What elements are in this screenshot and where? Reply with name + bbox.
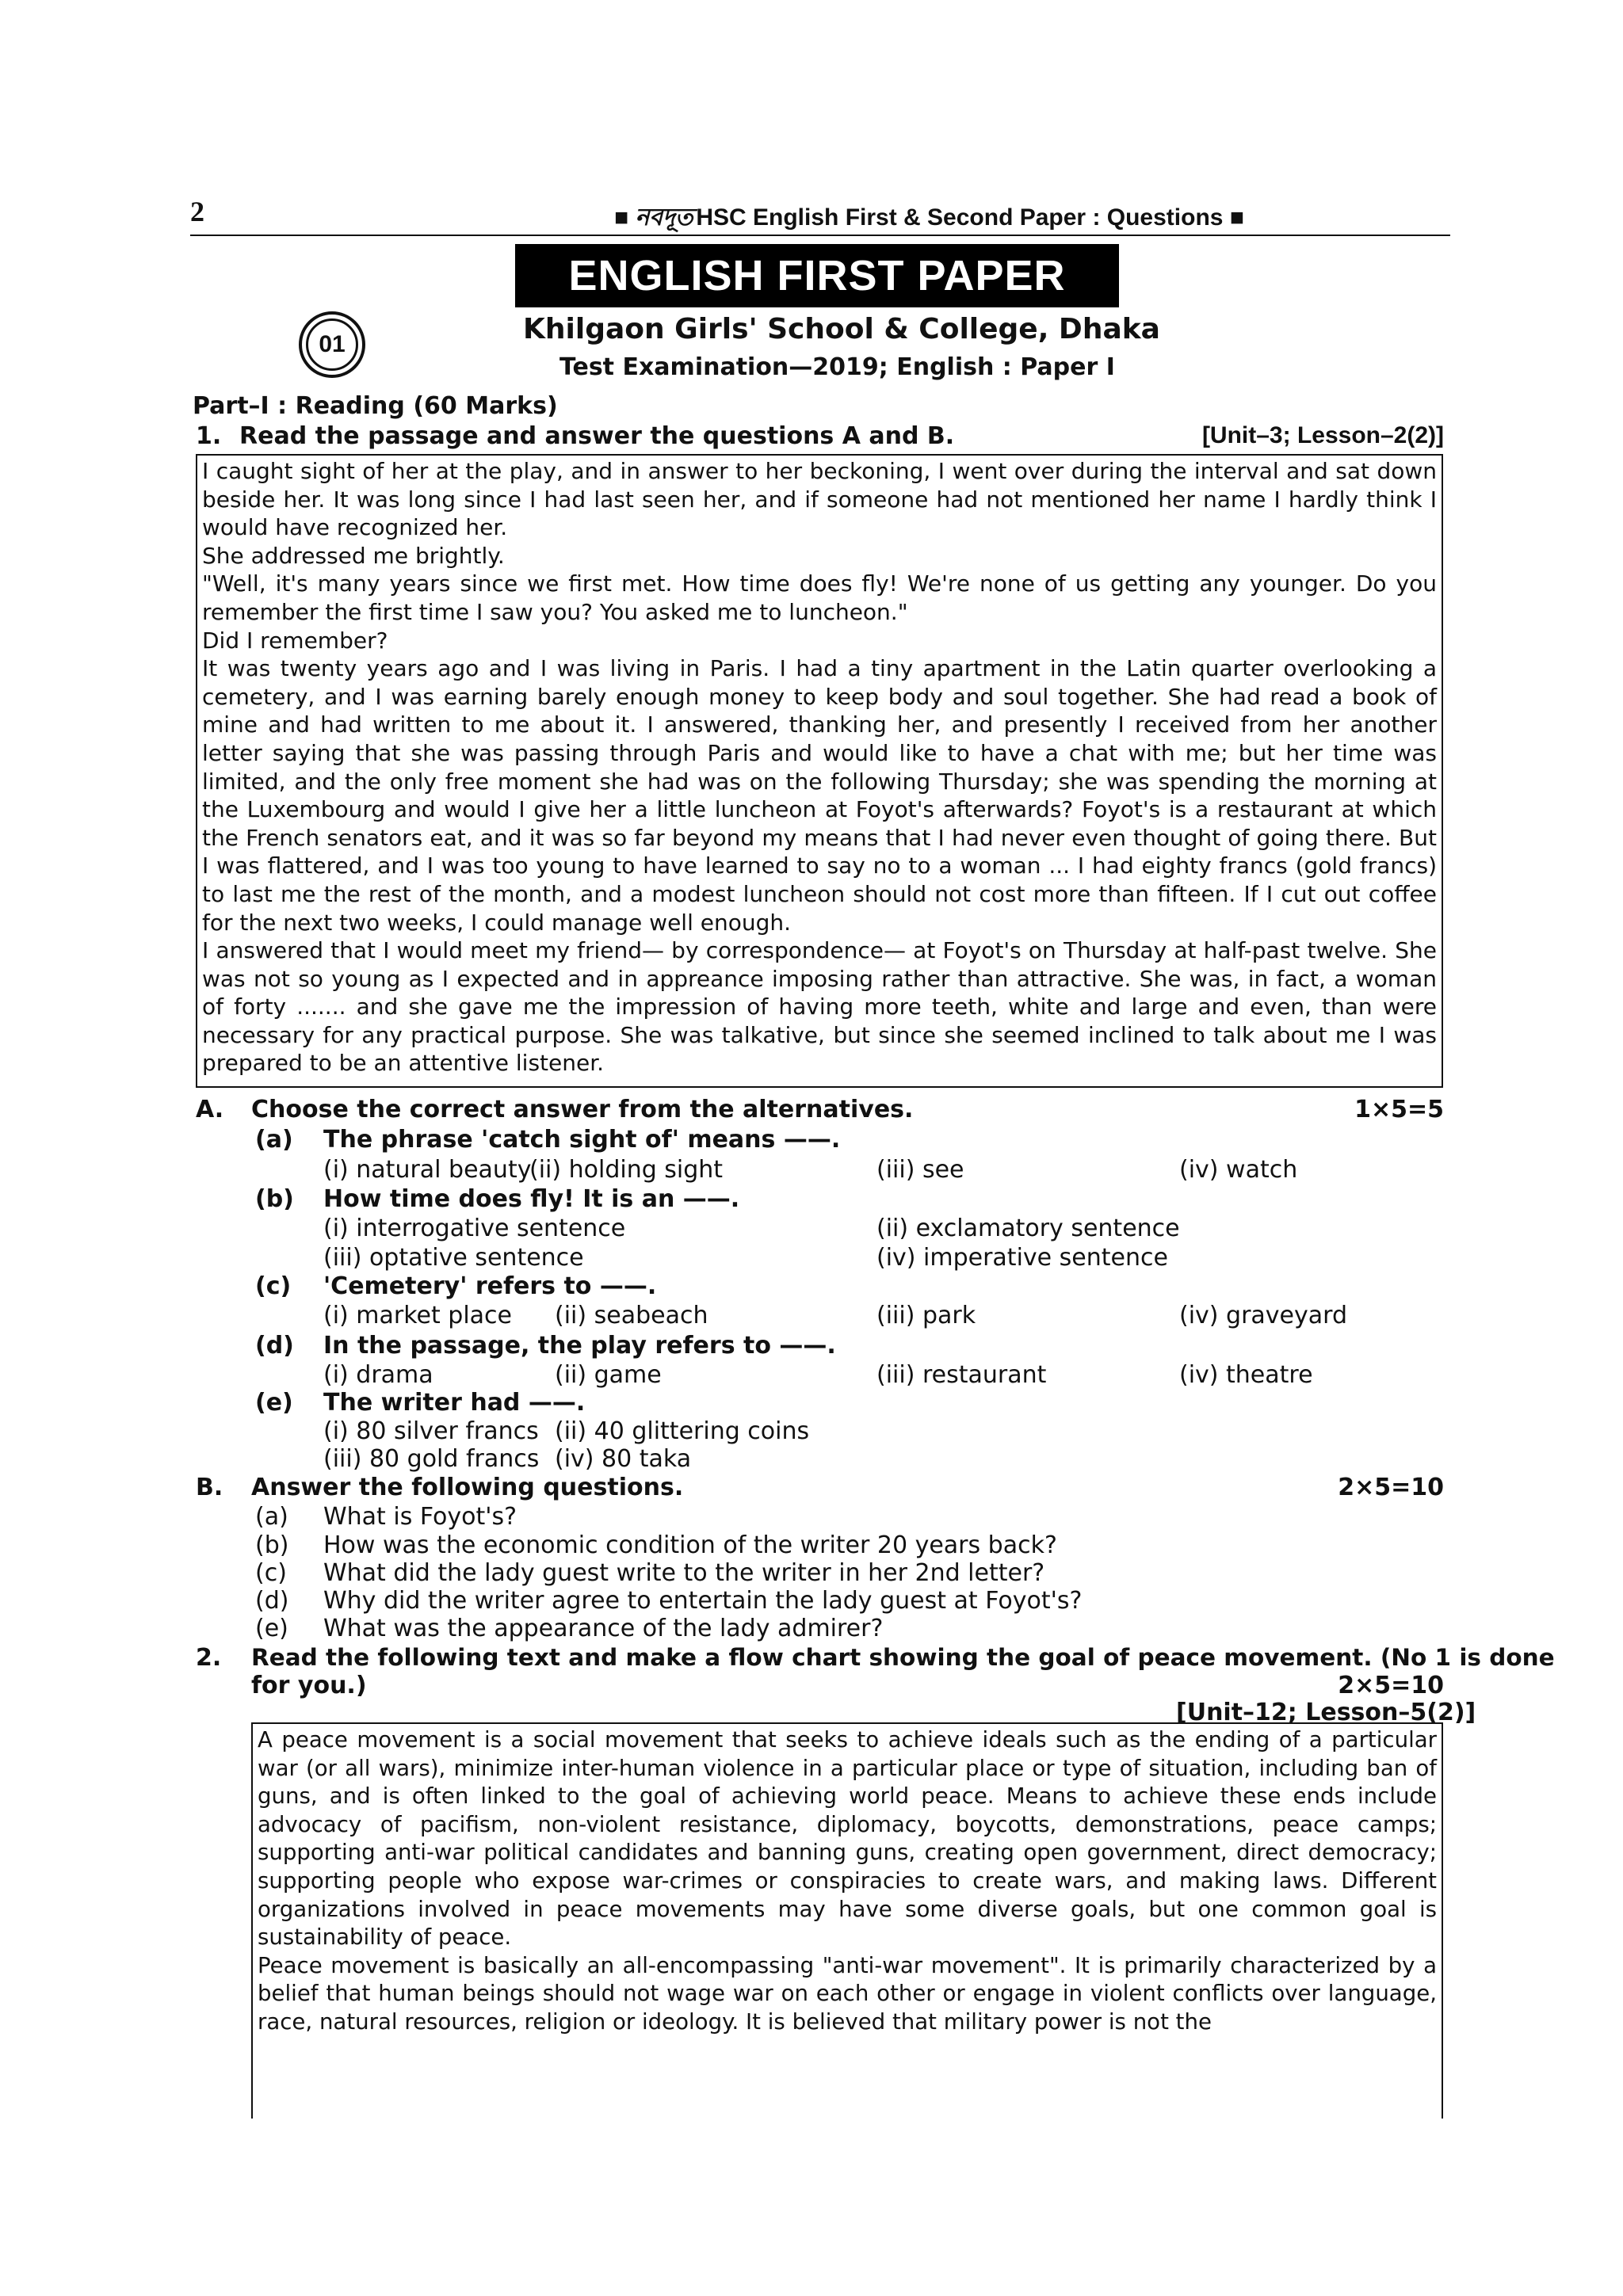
- mcq-option: (iii) restaurant: [876, 1361, 1047, 1389]
- mcq-option: (i) natural beauty: [323, 1156, 532, 1184]
- q1-instruction: Read the passage and answer the questions A and B.: [239, 422, 955, 450]
- test-number: 01: [319, 331, 346, 357]
- mcq-option: (i) 80 silver francs: [323, 1417, 539, 1445]
- mcq-option: (iv) 80 taka: [555, 1445, 692, 1473]
- header-title-block: ■ নবদূত HSC English First & Second Paper : Questions ■: [614, 204, 1244, 231]
- passage-paragraph: It was twenty years ago and I was living in Paris. I had a tiny apartment in the Latin quarter overlooking a cemetery, and I was earning barely enough money to keep body and soul together. She had read a book of mine and had written to me about it. I answered, thanking her, and presently I received from her another letter saying that she was passing through Paris and would like to have a chat with me; but her time was limited, and the only free moment she had was on the following Thursday; she was spending the morning at the Luxembourg and would I give her a little luncheon at Foyot's afterwards? Foyot's is a restaurant at which the French senators eat, and it was so far beyond my means that I had never even thought of going there. But I was flattered, and I was too young to have learned to say no to a woman ... I had eighty francs (gold francs) to last me the rest of the month, and a modest luncheon should not cost more than fifteen. If I cut out coffee for the next two weeks, I could manage well enough.: [202, 655, 1437, 936]
- short-question: What did the lady guest write to the writer in her 2nd letter?: [323, 1559, 1045, 1587]
- paper-banner: ENGLISH FIRST PAPER: [515, 244, 1119, 307]
- mcq-option: (iv) imperative sentence: [876, 1244, 1168, 1272]
- school-name: Khilgaon Girls' School & College, Dhaka: [523, 313, 1160, 345]
- passage-paragraph: I caught sight of her at the play, and in answer to her beckoning, I went over during the interval and sat down beside her. It was long since I had last seen her, and if someone had not mentioned her name I hardly think I would have recognized her.: [202, 458, 1437, 541]
- mcq-key: (b): [255, 1185, 294, 1213]
- q2-unit-ref: [Unit–12; Lesson–5(2)]: [1176, 1699, 1476, 1726]
- sq-key: (a): [255, 1503, 288, 1531]
- section-b-marks: 2×5=10: [1338, 1474, 1444, 1501]
- sq-key: (c): [255, 1559, 287, 1587]
- mcq-key: (d): [255, 1332, 294, 1360]
- section-a-label: A.: [196, 1096, 224, 1123]
- sq-key: (d): [255, 1587, 289, 1615]
- mcq-option: (iv) theatre: [1179, 1361, 1313, 1389]
- mcq-question: How time does fly! It is an ——.: [323, 1185, 740, 1213]
- sq-key: (e): [255, 1615, 288, 1642]
- running-header: [190, 195, 1450, 236]
- q1-number: 1.: [196, 422, 222, 450]
- short-question: What is Foyot's?: [323, 1503, 517, 1531]
- section-b-label: B.: [196, 1474, 223, 1501]
- q2-instruction: Read the following text and make a flow chart showing the goal of peace movement. (No 1 is done: [251, 1644, 1555, 1671]
- mcq-option: (iii) see: [876, 1156, 964, 1184]
- mcq-key: (a): [255, 1126, 293, 1154]
- passage-paragraph: She addressed me brightly.: [202, 542, 505, 569]
- mcq-option: (i) interrogative sentence: [323, 1215, 626, 1242]
- passage-box-1: [196, 454, 1443, 1088]
- q2-marks: 2×5=10: [1338, 1672, 1444, 1699]
- passage-paragraph: A peace movement is a social movement that seeks to achieve ideals such as the ending of a particular war (or all wars), minimize inter-human violence in a particular place or type of situation, including ban of guns, and is often linked to the goal of achieving world peace. Means to achieve these ends include advocacy of pacifism, non-violent resistance, diplomacy, boycotts, demonstrations, peace camps; supporting anti-war political candidates and banning guns, creating open government, direct democracy; supporting people who expose war-crimes or conspiracies to create wars, and making laws. Different organizations involved in peace movements may have some diverse goals, but one common goal is sustainability of peace.: [258, 1726, 1437, 1951]
- mcq-option: (ii) exclamatory sentence: [876, 1215, 1180, 1242]
- passage-paragraph: Peace movement is basically an all-encompassing "anti-war movement". It is primarily characterized by a belief that human beings should not wage war on each other or engage in violent conflicts over language, race, natural resources, religion or ideology. It is believed that military power is not the: [258, 1951, 1437, 2035]
- passage-box-2: [251, 1722, 1443, 2119]
- mcq-question: The writer had ——.: [323, 1389, 586, 1417]
- mcq-option: (ii) game: [555, 1361, 662, 1389]
- section-a-marks: 1×5=5: [1354, 1096, 1444, 1123]
- test-number-badge: [299, 311, 365, 378]
- mcq-option: (iv) graveyard: [1179, 1302, 1347, 1329]
- mcq-option: (iv) watch: [1179, 1156, 1298, 1184]
- q1-unit-ref: [Unit–3; Lesson–2(2)]: [1201, 422, 1444, 448]
- short-question: Why did the writer agree to entertain the lady guest at Foyot's?: [323, 1587, 1083, 1615]
- mcq-key: (e): [255, 1389, 293, 1417]
- page-number: 2: [190, 196, 204, 227]
- header-title: HSC English First & Second Paper : Questions: [696, 204, 1224, 231]
- publisher-logo: নবদূত: [635, 204, 693, 231]
- section-b-instruction: Answer the following questions.: [251, 1474, 684, 1501]
- mcq-option: (ii) seabeach: [555, 1302, 708, 1329]
- passage-paragraph: Did I remember?: [202, 627, 388, 654]
- mcq-option: (ii) holding sight: [529, 1156, 724, 1184]
- passage-paragraph: I answered that I would meet my friend— by correspondence— at Foyot's on Thursday at half-past twelve. She was not so young as I expected and in appreance imposing rather than attractive. She was, in fact, a woman of forty ....... and she gave me the impression of having more teeth, white and large and even, than were necessary for any practical purpose. She was talkative, but since she seemed inclined to talk about me I was prepared to be an attentive listener.: [202, 937, 1437, 1077]
- q2-instruction-cont: for you.): [251, 1672, 367, 1699]
- mcq-option: (i) drama: [323, 1361, 433, 1389]
- section-a-instruction: Choose the correct answer from the alternatives.: [251, 1096, 914, 1123]
- mcq-option: (iii) 80 gold francs: [323, 1445, 540, 1473]
- part-heading: Part–I : Reading (60 Marks): [193, 392, 558, 420]
- mcq-option: (iii) park: [876, 1302, 976, 1329]
- mcq-option: (ii) 40 glittering coins: [555, 1417, 810, 1445]
- passage-paragraph: "Well, it's many years since we first met. How time does fly! We're none of us getting any younger. Do you remember the first time I saw you? You asked me to luncheon.": [202, 570, 1437, 625]
- q2-number: 2.: [196, 1644, 222, 1672]
- mcq-option: (iii) optative sentence: [323, 1244, 584, 1272]
- mcq-question: The phrase 'catch sight of' means ——.: [323, 1126, 841, 1154]
- short-question: What was the appearance of the lady admirer?: [323, 1615, 884, 1642]
- exam-title: Test Examination—2019; English : Paper I: [559, 353, 1115, 381]
- mcq-key: (c): [255, 1272, 292, 1300]
- sq-key: (b): [255, 1531, 289, 1559]
- mcq-question: 'Cemetery' refers to ——.: [323, 1272, 657, 1300]
- mcq-question: In the passage, the play refers to ——.: [323, 1332, 836, 1360]
- mcq-option: (i) market place: [323, 1302, 512, 1329]
- short-question: How was the economic condition of the writer 20 years back?: [323, 1531, 1057, 1559]
